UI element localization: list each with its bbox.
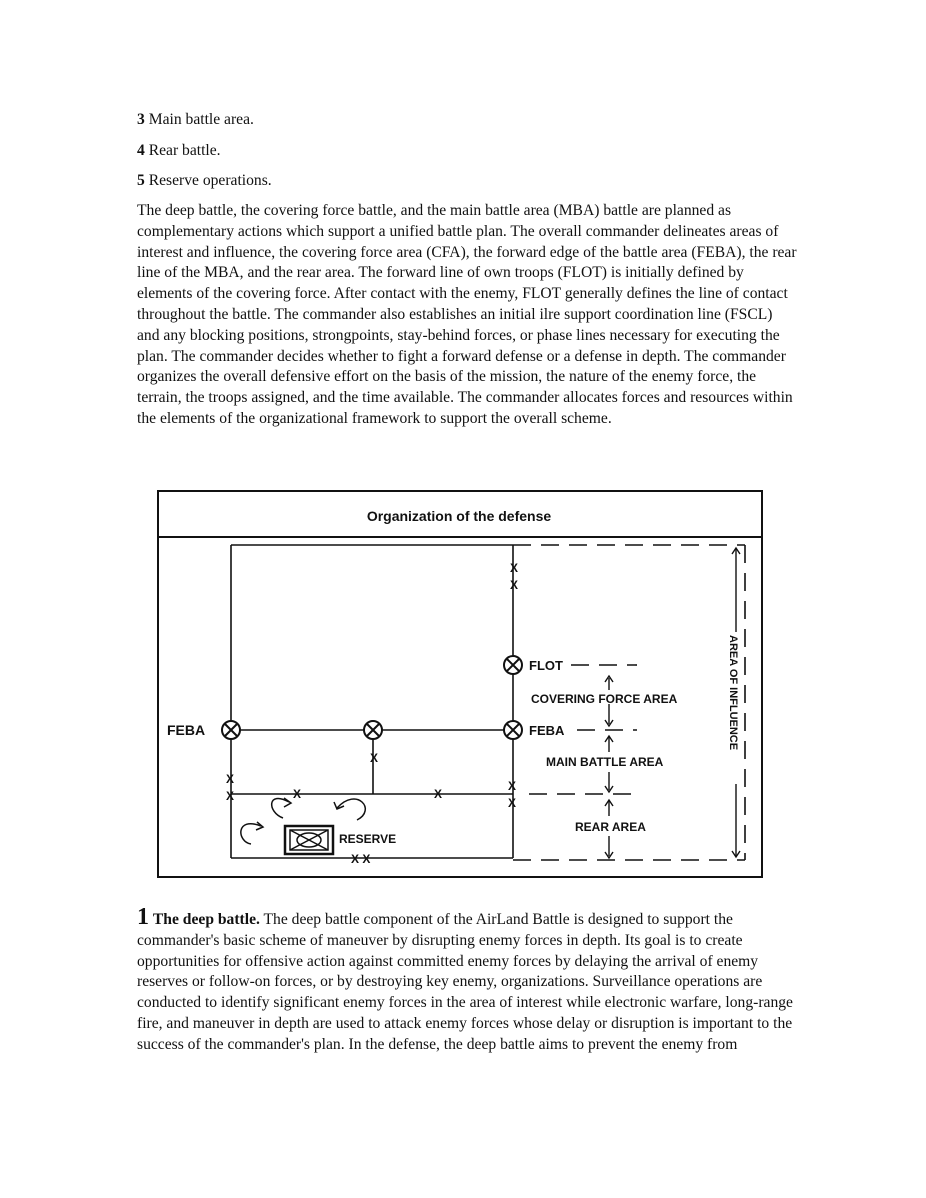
boundary-x-rear: X bbox=[293, 787, 302, 801]
list-item-5 bbox=[137, 171, 272, 191]
feba-mid-point-icon bbox=[364, 721, 382, 739]
boundary-x-left: X bbox=[226, 772, 235, 786]
defense-diagram bbox=[157, 490, 763, 878]
list-item-4 bbox=[137, 141, 221, 161]
main-battle-area-label: MAIN BATTLE AREA bbox=[546, 755, 664, 769]
figure-title: Organization of the defense bbox=[366, 508, 552, 524]
area-of-influence-label: AREA OF INFLUENCE bbox=[727, 635, 739, 751]
section-number: 1 bbox=[137, 904, 149, 930]
feba-left-point-icon bbox=[222, 721, 240, 739]
list-number: 3 bbox=[137, 111, 145, 128]
list-text: Reserve operations. bbox=[148, 172, 272, 189]
list-text: Main battle area. bbox=[148, 111, 254, 128]
rear-area-label: REAR AREA bbox=[575, 820, 646, 834]
figure-frame bbox=[158, 491, 762, 877]
section-title: The deep battle. bbox=[152, 911, 260, 928]
reserve-unit-icon bbox=[285, 826, 333, 854]
flot-label: FLOT bbox=[529, 658, 563, 673]
section-body: The deep battle component of the AirLand Battle is designed to support the commander's basic scheme of maneuver by disrupting enemy forces in depth. Its goal is to create opportunities for offensive action against committed enemy forces by delaying the arrival of enemy reserves or follow-on forces, or by destroying key enemy, organizations. Surveillance operations are conducted to identify significant enemy forces in the area of interest while electronic warfare, long-range fire, and maneuver in depth are used to attack enemy forces whose delay or disruption is important to the success of the commander's plan. In the defense, the deep battle aims to prevent the enemy from bbox=[137, 911, 793, 1053]
intro-paragraph: The deep battle, the covering force battle, and the main battle area (MBA) battle are planned as complementary actions which support a unified battle plan. The overall commander delineates areas of interest and influence, the covering force area (CFA), the forward edge of the battle area (FEBA), the rear line of the MBA, and the rear area. The forward line of own troops (FLOT) is initially defined by elements of the covering force. After contact with the enemy, FLOT generally defines the line of contact throughout the battle. The commander also establishes an initial ilre support coordination line (FSCL) and any blocking positions, strongpoints, stay-behind forces, or phase lines necessary for executing the plan. The commander decides whether to fight a forward defense or a defense in depth. The commander organizes the overall defensive effort on the basis of the mission, the nature of the enemy force, the terrain, the troops assigned, and the time available. The commander allocates forces and resources within the elements of the organizational framework to support the overall scheme. bbox=[137, 202, 797, 427]
feba-right-label: FEBA bbox=[529, 723, 565, 738]
flot-point-icon bbox=[504, 656, 522, 674]
list-number: 5 bbox=[137, 172, 145, 189]
boundary-x-right2: X bbox=[508, 796, 517, 810]
feba-right-point-icon bbox=[504, 721, 522, 739]
defense-organization-figure bbox=[157, 490, 763, 878]
boundary-x-left2: X bbox=[226, 789, 235, 803]
feba-left-label: FEBA bbox=[167, 722, 206, 738]
reserve-label: RESERVE bbox=[339, 832, 397, 846]
boundary-x-mid: X bbox=[370, 751, 379, 765]
boundary-xx: X X bbox=[351, 852, 371, 866]
covering-force-area-label: COVERING FORCE AREA bbox=[531, 692, 678, 706]
boundary-x-top2: X bbox=[510, 578, 519, 592]
boundary-x-right: X bbox=[508, 779, 517, 793]
list-number: 4 bbox=[137, 142, 145, 159]
list-item-3 bbox=[137, 110, 254, 130]
list-text: Rear battle. bbox=[148, 142, 221, 159]
deep-battle-paragraph bbox=[137, 904, 797, 1056]
boundary-x-top: X bbox=[510, 561, 519, 575]
boundary-x-rear2: X bbox=[434, 787, 443, 801]
